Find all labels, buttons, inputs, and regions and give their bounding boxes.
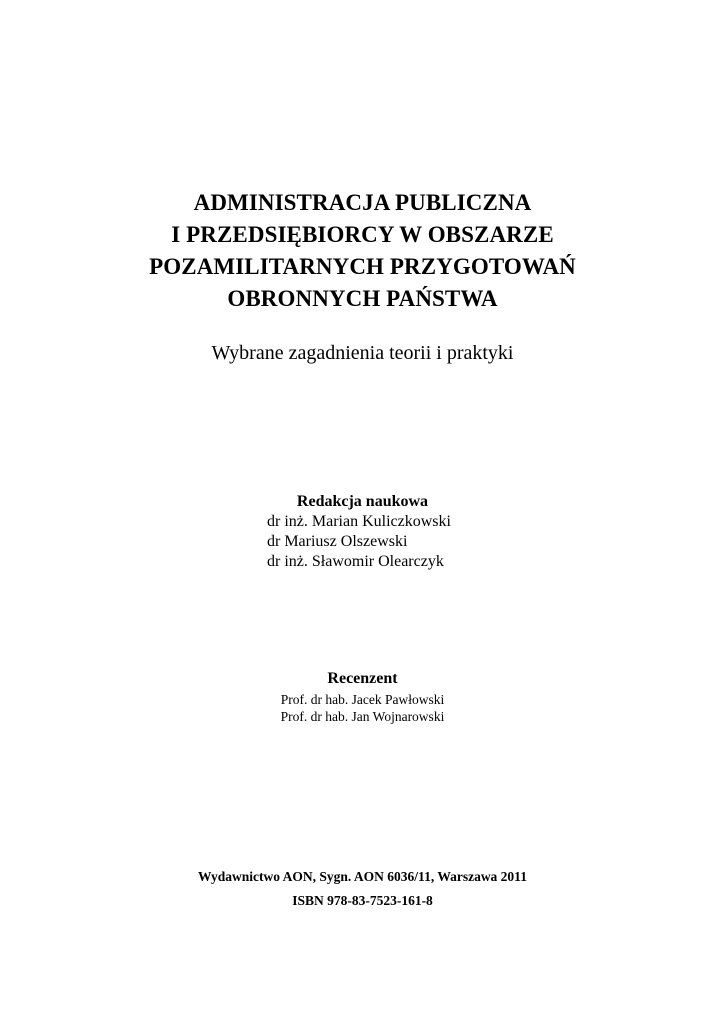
book-subtitle: Wybrane zagadnienia teorii i praktyki: [211, 342, 514, 364]
title-line: POZAMILITARNYCH PRZYGOTOWAŃ: [149, 254, 576, 279]
editors-heading: Redakcja naukowa: [296, 493, 429, 510]
title-line: OBRONNYCH PAŃSTWA: [227, 286, 498, 311]
reviewers-heading: Recenzent: [327, 670, 398, 687]
reviewers-list: [0, 691, 725, 725]
editor-name: dr inż. Marian Kuliczkowski: [267, 513, 451, 530]
editors-list: [267, 512, 451, 572]
reviewer-name: Prof. dr hab. Jan Wojnarowski: [280, 709, 445, 724]
editors-section: [0, 491, 725, 570]
book-title: [0, 187, 725, 315]
title-line: ADMINISTRACJA PUBLICZNA: [193, 190, 532, 215]
isbn: ISBN 978-83-7523-161-8: [292, 893, 433, 908]
editor-name: dr Mariusz Olszewski: [267, 533, 408, 550]
reviewers-section: [0, 668, 725, 725]
editor-name: dr inż. Sławomir Olearczyk: [267, 553, 444, 570]
reviewer-name: Prof. dr hab. Jacek Pawłowski: [280, 692, 445, 707]
title-line: I PRZEDSIĘBIORCY W OBSZARZE: [171, 222, 554, 247]
publisher-info: Wydawnictwo AON, Sygn. AON 6036/11, Warszawa 2011: [198, 869, 527, 884]
